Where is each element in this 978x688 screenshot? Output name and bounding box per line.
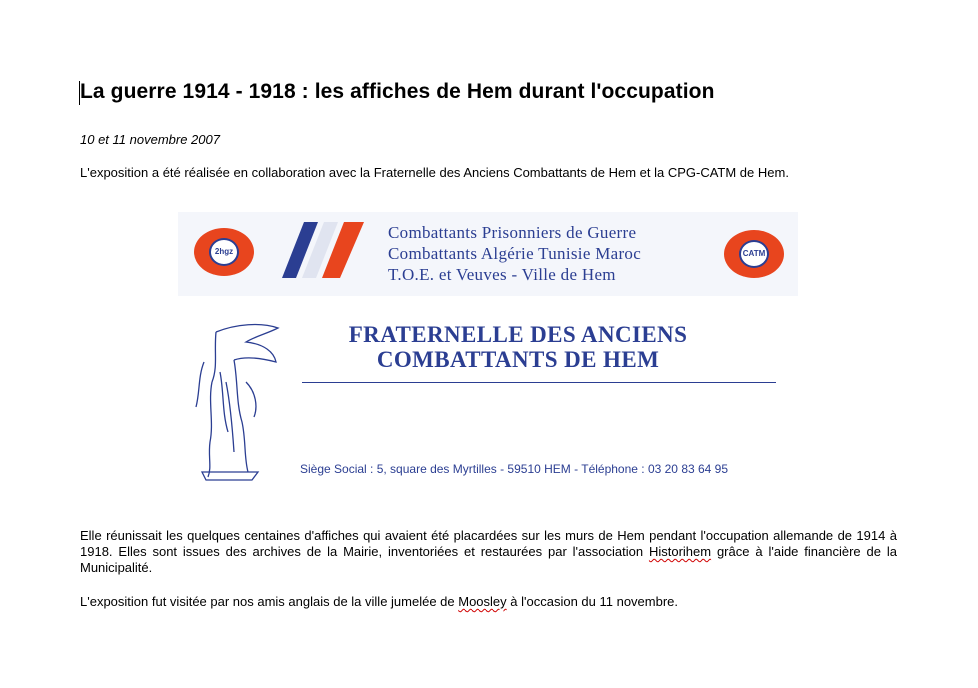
association-card-image xyxy=(178,212,798,514)
frat-line: COMBATTANTS DE HEM xyxy=(376,347,660,372)
left-emblem-label: 2hgz xyxy=(209,238,239,266)
event-date: 10 et 11 novembre 2007 xyxy=(80,132,220,147)
association-names xyxy=(388,222,641,285)
catm-emblem-icon xyxy=(724,230,784,278)
assoc-line: Combattants Prisonniers de Guerre xyxy=(388,223,637,242)
fraternelle-heading xyxy=(238,322,798,372)
siege-social: Siège Social : 5, square des Myrtilles - 59510 HEM - Téléphone : 03 20 83 64 95 xyxy=(300,462,729,476)
text-run: Elle réunissait les quelques centaines d'affiches qui avaient été placardées sur les murs de Hem pendant l'occupation allemande de 1914 à 1918. Elles sont issues des archives de la Mairie, inventoriées et restaurées par l'association xyxy=(80,528,897,559)
tricolor-stripes-icon xyxy=(282,222,372,278)
left-emblem-icon xyxy=(194,228,254,276)
text-run: grâce à l'aide financière de la Municipalité. xyxy=(80,544,897,575)
misspelled-word[interactable]: Moosley xyxy=(458,594,507,609)
assoc-line: T.O.E. et Veuves - Ville de Hem xyxy=(388,265,616,284)
catm-emblem-label: CATM xyxy=(739,240,769,268)
intro-paragraph: L'exposition a été réalisée en collaboration avec la Fraternelle des Anciens Combattants de Hem et la CPG-CATM de Hem. xyxy=(80,165,789,180)
frat-line: FRATERNELLE DES ANCIENS xyxy=(348,322,688,347)
card-header-band xyxy=(178,212,798,296)
divider xyxy=(302,382,776,383)
assoc-line: Combattants Algérie Tunisie Maroc xyxy=(388,244,642,263)
page-title: La guerre 1914 - 1918 : les affiches de Hem durant l'occupation xyxy=(80,80,715,103)
misspelled-word[interactable]: Historihem xyxy=(648,544,712,559)
text-run: à l'occasion du 11 novembre. xyxy=(506,594,679,609)
body-paragraph xyxy=(80,528,897,576)
text-run: L'exposition fut visitée par nos amis anglais de la ville jumelée de xyxy=(80,594,459,609)
visit-paragraph xyxy=(80,594,678,609)
